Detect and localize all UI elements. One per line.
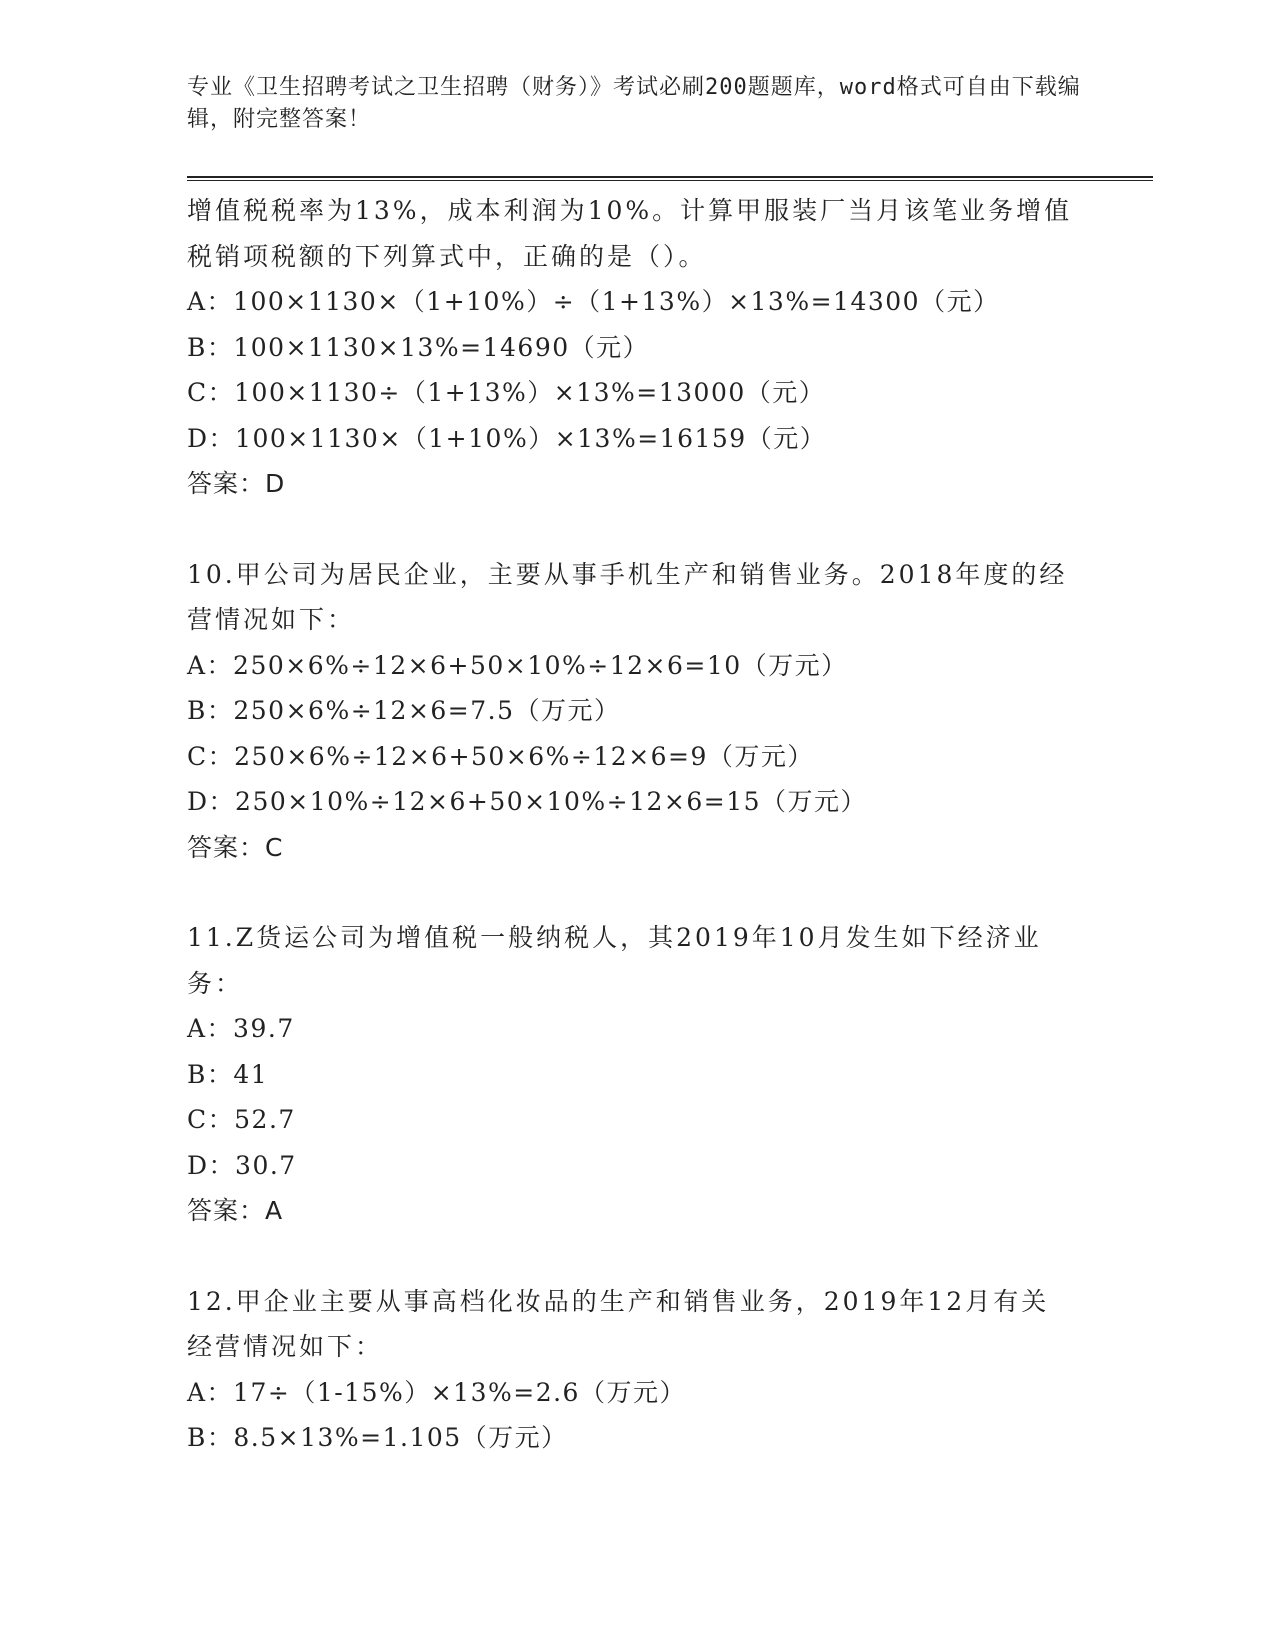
option-b: B：8.5×13%=1.105（万元） bbox=[187, 1423, 568, 1452]
option-c: C：52.7 bbox=[187, 1105, 296, 1134]
question-stem: 12.甲企业主要从事高档化妆品的生产和销售业务，2019年12月有关经营情况如下： bbox=[187, 1286, 1050, 1361]
question-9 bbox=[187, 188, 1087, 507]
option-a: A：100×1130×（1+10%）÷（1+13%）×13%=14300（元） bbox=[187, 287, 1000, 316]
question-12 bbox=[187, 1279, 1087, 1461]
question-stem: 11.Z货运公司为增值税一般纳税人，其2019年10月发生如下经济业务： bbox=[187, 923, 1042, 998]
option-c: C：100×1130÷（1+13%）×13%=13000（元） bbox=[187, 378, 826, 407]
option-a: A：17÷（1-15%）×13%=2.6（万元） bbox=[187, 1377, 686, 1407]
option-a: A：39.7 bbox=[187, 1014, 295, 1043]
question-stem: 10.甲公司为居民企业，主要从事手机生产和销售业务。2018年度的经营情况如下： bbox=[187, 559, 1068, 634]
question-11 bbox=[187, 915, 1087, 1234]
answer-line: 答案：C bbox=[187, 832, 284, 862]
option-a: A：250×6%÷12×6+50×10%÷12×6=10（万元） bbox=[187, 650, 848, 680]
option-d: D：250×10%÷12×6+50×10%÷12×6=15（万元） bbox=[187, 787, 868, 816]
option-b: B：250×6%÷12×6=7.5（万元） bbox=[187, 696, 621, 725]
option-b: B：41 bbox=[187, 1059, 269, 1089]
question-10 bbox=[187, 552, 1087, 871]
header-divider bbox=[187, 176, 1153, 181]
option-d: D：30.7 bbox=[187, 1150, 297, 1180]
option-b: B：100×1130×13%=14690（元） bbox=[187, 332, 650, 362]
question-list bbox=[187, 188, 1087, 1506]
answer-line: 答案：A bbox=[187, 1196, 284, 1225]
option-c: C：250×6%÷12×6+50×6%÷12×6=9（万元） bbox=[187, 741, 814, 771]
answer-line: 答案：D bbox=[187, 469, 286, 498]
question-stem: 增值税税率为13%，成本利润为10%。计算甲服装厂当月该笔业务增值税销项税额的下列算式中，正确的是（）。 bbox=[187, 196, 1073, 271]
option-d: D：100×1130×（1+10%）×13%=16159（元） bbox=[187, 423, 827, 453]
document-header: 专业《卫生招聘考试之卫生招聘（财务）》考试必刷200题题库，word格式可自由下载编辑，附完整答案！ bbox=[187, 75, 1081, 132]
